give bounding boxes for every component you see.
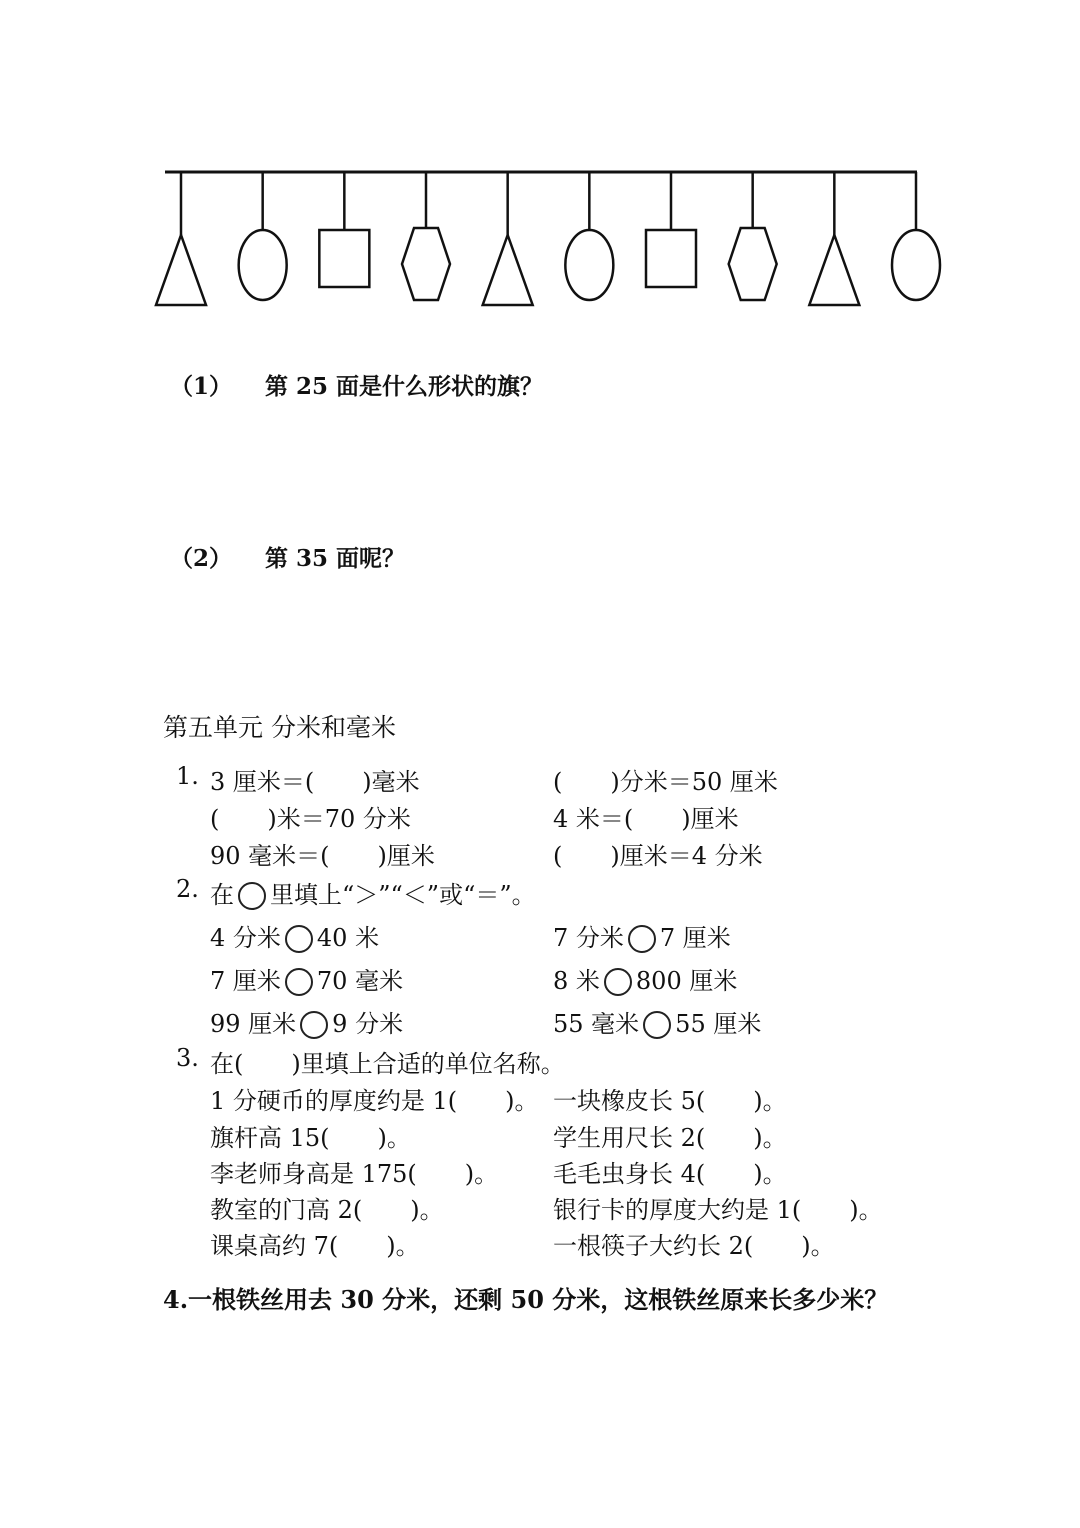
flag-square bbox=[319, 230, 369, 287]
section-3-label: 3. bbox=[176, 1044, 199, 1072]
s2-left: 99 厘米 bbox=[210, 1010, 297, 1038]
compare-circle bbox=[238, 882, 266, 910]
section-2-instruction bbox=[210, 875, 536, 910]
s2-left: 7 分米 bbox=[553, 924, 624, 952]
s1-item: 90 毫米＝( )厘米 bbox=[210, 842, 435, 870]
flag-line-figure bbox=[0, 0, 1080, 330]
compare-circle[interactable] bbox=[643, 1011, 671, 1039]
s2-left: 55 毫米 bbox=[553, 1010, 640, 1038]
s2-right: 40 米 bbox=[316, 924, 380, 952]
compare-circle[interactable] bbox=[604, 968, 632, 996]
s1-item: ( )米＝70 分米 bbox=[210, 805, 411, 833]
s3-item: 学生用尺长 2( )。 bbox=[553, 1124, 787, 1152]
flag-ellipse bbox=[565, 230, 613, 300]
s3-item: 教室的门高 2( )。 bbox=[210, 1196, 444, 1224]
s3-item: 银行卡的厚度大约是 1( )。 bbox=[553, 1196, 883, 1224]
flag-triangle bbox=[483, 235, 533, 305]
s2-right: 70 毫米 bbox=[316, 967, 404, 995]
s2-item bbox=[210, 1004, 403, 1039]
flag-triangle bbox=[156, 235, 206, 305]
flag-triangle bbox=[809, 235, 859, 305]
s2-left: 7 厘米 bbox=[210, 967, 281, 995]
section-3-instruction: 在( )里填上合适的单位名称。 bbox=[210, 1050, 565, 1078]
compare-circle[interactable] bbox=[628, 925, 656, 953]
compare-circle[interactable] bbox=[285, 968, 313, 996]
s3-item: 李老师身高是 175( )。 bbox=[210, 1160, 499, 1188]
s2-instruction-pre: 在 bbox=[210, 881, 234, 909]
s2-item bbox=[210, 918, 379, 953]
flag-ellipse bbox=[239, 230, 287, 300]
s2-left: 8 米 bbox=[553, 967, 600, 995]
s2-item bbox=[553, 1004, 761, 1039]
s2-item bbox=[210, 961, 403, 996]
s2-left: 4 分米 bbox=[210, 924, 281, 952]
s2-item bbox=[553, 961, 737, 996]
flag-hexagon bbox=[729, 228, 777, 300]
s1-item: 3 厘米＝( )毫米 bbox=[210, 768, 420, 796]
question-1 bbox=[170, 368, 543, 401]
compare-circle[interactable] bbox=[300, 1011, 328, 1039]
question-2 bbox=[170, 540, 405, 573]
flag-hexagon bbox=[402, 228, 450, 300]
question-1-number: （1） bbox=[170, 373, 233, 400]
section-1-label: 1. bbox=[176, 762, 199, 790]
s2-right: 7 厘米 bbox=[659, 924, 731, 952]
s3-item: 一根筷子大约长 2( )。 bbox=[553, 1232, 835, 1260]
s3-item: 课桌高约 7( )。 bbox=[210, 1232, 420, 1260]
s2-right: 800 厘米 bbox=[635, 967, 738, 995]
section-2-label: 2. bbox=[176, 875, 199, 903]
s3-item: 1 分硬币的厚度约是 1( )。 bbox=[210, 1087, 539, 1115]
question-1-text: 第 25 面是什么形状的旗？ bbox=[265, 373, 544, 400]
flag-square bbox=[646, 230, 696, 287]
s3-item: 毛毛虫身长 4( )。 bbox=[553, 1160, 787, 1188]
question-2-number: （2） bbox=[170, 545, 233, 572]
s2-item bbox=[553, 918, 731, 953]
s1-item: ( )厘米＝4 分米 bbox=[553, 842, 763, 870]
s3-item: 一块橡皮长 5( )。 bbox=[553, 1087, 787, 1115]
s1-item: ( )分米＝50 厘米 bbox=[553, 768, 778, 796]
s2-right: 55 厘米 bbox=[675, 1010, 762, 1038]
question-2-text: 第 35 面呢？ bbox=[265, 545, 406, 572]
s2-instruction-post: 里填上“＞”“＜”或“＝”。 bbox=[270, 881, 536, 909]
s2-right: 9 分米 bbox=[332, 1010, 404, 1038]
compare-circle[interactable] bbox=[285, 925, 313, 953]
section-4-question: 4.一根铁丝用去 30 分米，还剩 50 分米，这根铁丝原来长多少米？ bbox=[163, 1285, 889, 1314]
s1-item: 4 米＝( )厘米 bbox=[553, 805, 739, 833]
s3-item: 旗杆高 15( )。 bbox=[210, 1124, 411, 1152]
flag-ellipse bbox=[892, 230, 940, 300]
unit-title: 第五单元 分米和毫米 bbox=[163, 713, 396, 742]
